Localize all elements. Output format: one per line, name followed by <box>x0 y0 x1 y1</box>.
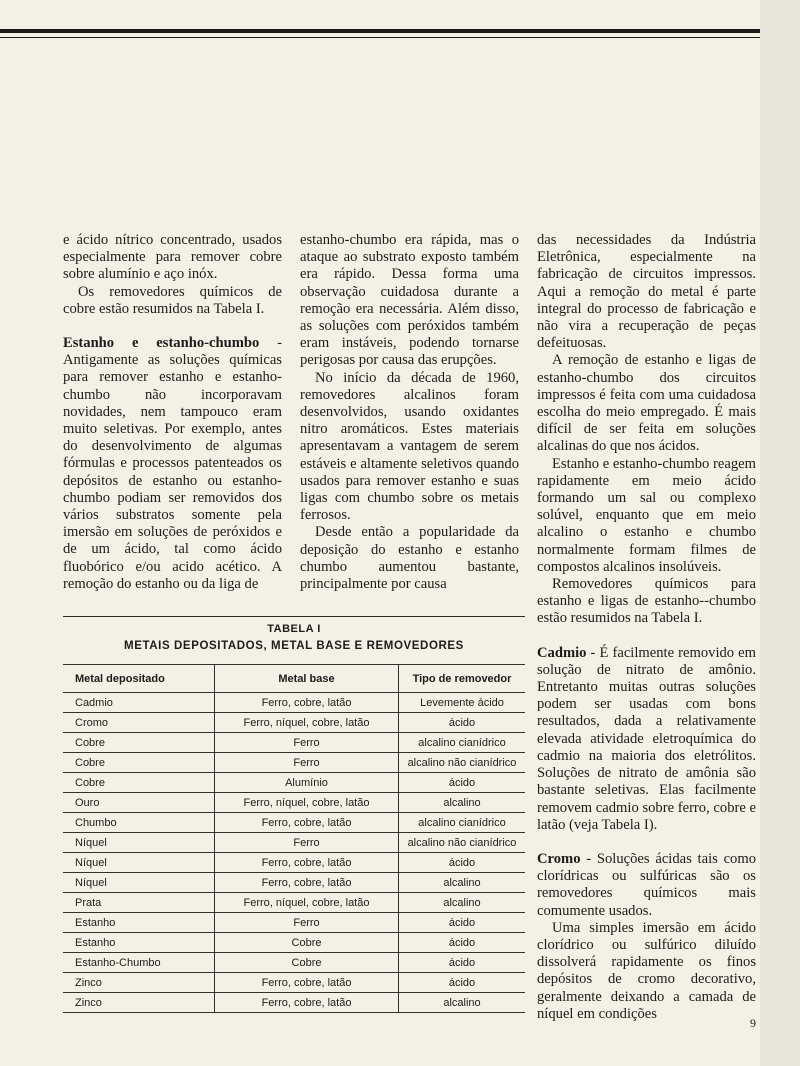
table-header-row <box>63 665 525 693</box>
table-cell: Ferro <box>215 753 399 773</box>
paragraph: Estanho e estanho-chumbo - Antigamente as soluções químicas para remover estanho e estanho-chumbo não incorporavam novidades, nem tampouco eram muito seletivas. Por exemplo, antes do desenvolvimento de algumas fórmulas e processos patenteados os depósitos de estanho ou estanho-chumbo podiam ser removidos dos vários substratos somente pela imersão em soluções de peróxidos e de um ácido, tal como ácido fluobórico e/ou acido acético. A remoção do estanho ou da liga de <box>63 335 282 592</box>
paragraph: das necessidades da Indústria Eletrônica, especialmente na fabricação de circuitos impressos. Aqui a remoção do metal é parte integral do processo de fabricação e não vira a recuperação de peças defeituosas. <box>537 232 756 352</box>
table-row <box>63 713 525 733</box>
paragraph: Removedores químicos para estanho e ligas de estanho--chumbo estão resumidos na Tabela I. <box>537 576 756 627</box>
table-cell: Ferro, cobre, latão <box>215 973 399 993</box>
table-row <box>63 793 525 813</box>
table-cell: Chumbo <box>63 813 215 833</box>
data-table <box>63 664 525 1013</box>
table-cell: ácido <box>399 913 526 933</box>
paragraph: Estanho e estanho-chumbo reagem rapidamente em meio ácido formando um sal ou complexo solúvel, enquanto que em meio alcalino o estanho e chumbo normalmente formam filmes de compostos alcalinos insolúveis. <box>537 455 756 575</box>
text-column-2 <box>300 232 519 593</box>
section-heading: Cromo <box>537 850 581 867</box>
table-cell: ácido <box>399 713 526 733</box>
table-row <box>63 853 525 873</box>
paragraph: Os removedores químicos de cobre estão resumidos na Tabela I. <box>63 283 282 317</box>
table-cell: Alumínio <box>215 773 399 793</box>
header-rule <box>0 29 760 33</box>
paragraph: estanho-chumbo era rápida, mas o ataque ao substrato exposto também era rápido. Dessa forma uma observação cuidadosa durante a remoção era necessária. Além disso, as soluções com peróxidos também eram instáveis, podendo tornarse perigosas por causa das erupções. <box>300 232 519 369</box>
table-row <box>63 773 525 793</box>
table-subtitle: METAIS DEPOSITADOS, METAL BASE E REMOVEDORES <box>124 640 464 652</box>
table-cell: alcalino não cianídrico <box>399 753 526 773</box>
table-cell: Ferro <box>215 913 399 933</box>
text-column-3 <box>537 232 756 1023</box>
table-row <box>63 753 525 773</box>
paragraph: Cromo - Soluções ácidas tais como clorídricas ou sulfúricas são os removedores químicos mais comumente usados. <box>537 850 756 919</box>
table-cell: alcalino <box>399 893 526 913</box>
table-cell: Cadmio <box>63 693 215 713</box>
table-row <box>63 733 525 753</box>
table-row <box>63 833 525 853</box>
table-row <box>63 893 525 913</box>
table-cell: Ferro, níquel, cobre, latão <box>215 713 399 733</box>
table-cell: ácido <box>399 953 526 973</box>
section-heading: Estanho e estanho-chumbo <box>63 335 260 352</box>
table-cell: Cobre <box>215 953 399 973</box>
table-cell: Levemente ácido <box>399 693 526 713</box>
table-cell: ácido <box>399 773 526 793</box>
table-cell: ácido <box>399 853 526 873</box>
table-cell: alcalino <box>399 793 526 813</box>
column-header: Metal base <box>215 665 399 693</box>
table-row <box>63 953 525 973</box>
table-cell: Ferro, cobre, latão <box>215 693 399 713</box>
table-cell: Ferro <box>215 833 399 853</box>
table-cell: Níquel <box>63 853 215 873</box>
table-cell: Ferro, cobre, latão <box>215 993 399 1013</box>
paragraph: A remoção de estanho e ligas de estanho-chumbo dos circuitos impressos é feita com uma cuidadosa escolha do meio empregado. É mais difícil de ser feita em soluções alcalinas do que nos ácidos. <box>537 352 756 455</box>
page-number: 9 <box>750 1016 756 1030</box>
table-cell: alcalino <box>399 873 526 893</box>
table-figure <box>63 616 525 1013</box>
table-row <box>63 973 525 993</box>
table-cell: Ferro, cobre, latão <box>215 873 399 893</box>
page-edge <box>760 0 800 1066</box>
table-cell: Cobre <box>215 933 399 953</box>
table-row <box>63 693 525 713</box>
table-cell: Zinco <box>63 973 215 993</box>
table-cell: Ferro, cobre, latão <box>215 853 399 873</box>
table-cell: Ferro <box>215 733 399 753</box>
table-cell: Cromo <box>63 713 215 733</box>
paragraph: Cadmio - É facilmente removido em solução de nitrato de amônio. Entretanto muitas outras soluções podem ser usadas com bons resultados, dada a relativamente elevada atividade eletroquímica do cadmio na maioria dos eletrólitos. Soluções de nitrato de amônia são bastante seletivas. Elas facilmente removem cadmio sobre ferro, cobre e latão (veja Tabela I). <box>537 644 756 833</box>
column-header: Tipo de removedor <box>399 665 526 693</box>
table-row <box>63 813 525 833</box>
table-cell: ácido <box>399 973 526 993</box>
table-cell: Ouro <box>63 793 215 813</box>
table-cell: Cobre <box>63 753 215 773</box>
paragraph: Desde então a popularidade da deposição do estanho e estanho chumbo aumentou bastante, principalmente por causa <box>300 524 519 593</box>
table-cell: Estanho <box>63 933 215 953</box>
table-cell: Prata <box>63 893 215 913</box>
table-cell: Níquel <box>63 833 215 853</box>
paragraph: e ácido nítrico concentrado, usados especialmente para remover cobre sobre alumínio e aço inóx. <box>63 232 282 283</box>
table-cell: Ferro, níquel, cobre, latão <box>215 893 399 913</box>
table-cell: Cobre <box>63 773 215 793</box>
table-cell: Ferro, níquel, cobre, latão <box>215 793 399 813</box>
paragraph: No início da década de 1960, removedores alcalinos foram desenvolvidos, usando oxidantes nitro aromáticos. Estes materiais apresentavam a vantagem de serem estáveis e altamente seletivos quando usados para remover estanho e suas ligas com chumbo sobre os metais ferrosos. <box>300 369 519 524</box>
table-cell: Zinco <box>63 993 215 1013</box>
paragraph: Uma simples imersão em ácido clorídrico ou sulfúrico diluído dissolverá rapidamente os finos depósitos de cromo decorativo, geralmente deixando a camada de níquel em condições <box>537 919 756 1022</box>
table-cell: Cobre <box>63 733 215 753</box>
table-row <box>63 913 525 933</box>
section-heading: Cadmio <box>537 644 587 661</box>
table-row <box>63 993 525 1013</box>
table-cell: ácido <box>399 933 526 953</box>
table-top-rule <box>63 616 525 617</box>
table-cell: alcalino <box>399 993 526 1013</box>
table-cell: alcalino não cianídrico <box>399 833 526 853</box>
table-cell: Ferro, cobre, latão <box>215 813 399 833</box>
table-cell: alcalino cianídrico <box>399 813 526 833</box>
table-cell: Estanho-Chumbo <box>63 953 215 973</box>
column-header: Metal depositado <box>63 665 215 693</box>
table-row <box>63 933 525 953</box>
table-row <box>63 873 525 893</box>
table-cell: alcalino cianídrico <box>399 733 526 753</box>
table-title: TABELA I <box>267 623 321 635</box>
table-cell: Níquel <box>63 873 215 893</box>
text-column-1 <box>63 232 282 593</box>
table-cell: Estanho <box>63 913 215 933</box>
header-rule-thin <box>0 37 760 38</box>
